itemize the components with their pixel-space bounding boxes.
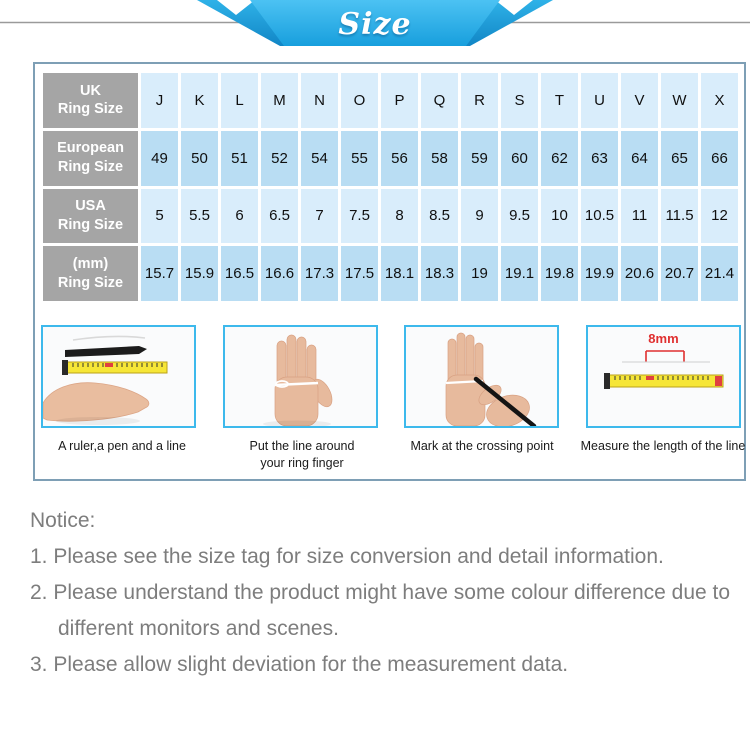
size-cell: 21.4 [701,246,738,301]
size-cell: 50 [181,131,218,186]
size-cell: 18.1 [381,246,418,301]
size-cell: W [661,73,698,128]
size-cell: 63 [581,131,618,186]
row-header: USA Ring Size [43,189,138,244]
size-cell: 19.9 [581,246,618,301]
row-header: UK Ring Size [43,73,138,128]
notice-section [30,503,735,683]
size-cell: 49 [141,131,178,186]
size-cell: 11 [621,189,658,244]
step2-panel [223,325,378,428]
size-cell: 60 [501,131,538,186]
size-cell: X [701,73,738,128]
size-cell: M [261,73,298,128]
step2-caption: Put the line around your ring finger [249,439,355,470]
size-cell: 5.5 [181,189,218,244]
row-header: European Ring Size [43,131,138,186]
size-cell: 9.5 [501,189,538,244]
size-cell: U [581,73,618,128]
size-cell: J [141,73,178,128]
size-cell: 8 [381,189,418,244]
size-cell: 17.3 [301,246,338,301]
size-cell: 65 [661,131,698,186]
size-cell: V [621,73,658,128]
size-cell: R [461,73,498,128]
size-cell: 6.5 [261,189,298,244]
size-cell: 7 [301,189,338,244]
size-cell: L [221,73,258,128]
size-cell: 17.5 [341,246,378,301]
step1-caption: A ruler,a pen and a line [58,439,186,453]
size-cell: 54 [301,131,338,186]
size-cell: 20.6 [621,246,658,301]
size-cell: 8.5 [421,189,458,244]
notice-line-continuation: different monitors and scenes. [58,617,339,640]
8mm-annotation: 8mm [648,331,679,346]
row-header: (mm) Ring Size [43,246,138,301]
size-cell: 59 [461,131,498,186]
mark-crossing-point-photo [406,327,557,426]
page-title: Size [338,7,412,42]
size-cell: Q [421,73,458,128]
tape-measure [62,360,167,375]
size-cell: 64 [621,131,658,186]
notice-heading: Notice: [30,509,96,532]
size-cell: N [301,73,338,128]
size-cell: 10.5 [581,189,618,244]
size-cell: 58 [421,131,458,186]
size-cell: O [341,73,378,128]
size-cell: 19 [461,246,498,301]
size-cell: 5 [141,189,178,244]
size-cell: 10 [541,189,578,244]
size-cell: 16.5 [221,246,258,301]
size-cell: 9 [461,189,498,244]
ribbon-banner [0,0,750,56]
size-cell: 11.5 [661,189,698,244]
tape-measure [604,373,723,389]
ring-size-table [43,73,738,301]
notice-line: 1. Please see the size tag for size conversion and detail information. [30,545,664,568]
size-cell: 55 [341,131,378,186]
size-cell: T [541,73,578,128]
step3-panel [404,325,559,428]
size-cell: 12 [701,189,738,244]
size-cell: 66 [701,131,738,186]
size-cell: 52 [261,131,298,186]
size-cell: 51 [221,131,258,186]
size-cell: 19.8 [541,246,578,301]
step4-panel [586,325,741,428]
line-around-finger-photo [225,327,376,426]
size-cell: 62 [541,131,578,186]
size-cell: 20.7 [661,246,698,301]
size-cell: 15.7 [141,246,178,301]
size-cell: P [381,73,418,128]
size-cell: 15.9 [181,246,218,301]
step3-caption: Mark at the crossing point [410,439,554,453]
size-cell: 6 [221,189,258,244]
size-cell: 16.6 [261,246,298,301]
notice-line: 2. Please understand the product might have some colour difference due to [30,581,731,604]
size-cell: 56 [381,131,418,186]
ruler-pen-line-photo [43,327,194,426]
notice-line: 3. Please allow slight deviation for the measurement data. [30,653,569,676]
size-cell: 7.5 [341,189,378,244]
measuring-steps [41,325,741,430]
size-cell: 18.3 [421,246,458,301]
size-chart-box [33,62,746,481]
size-cell: 19.1 [501,246,538,301]
size-cell: S [501,73,538,128]
step1-panel [41,325,196,428]
step4-caption: Measure the length of the line [580,439,746,453]
size-cell: K [181,73,218,128]
